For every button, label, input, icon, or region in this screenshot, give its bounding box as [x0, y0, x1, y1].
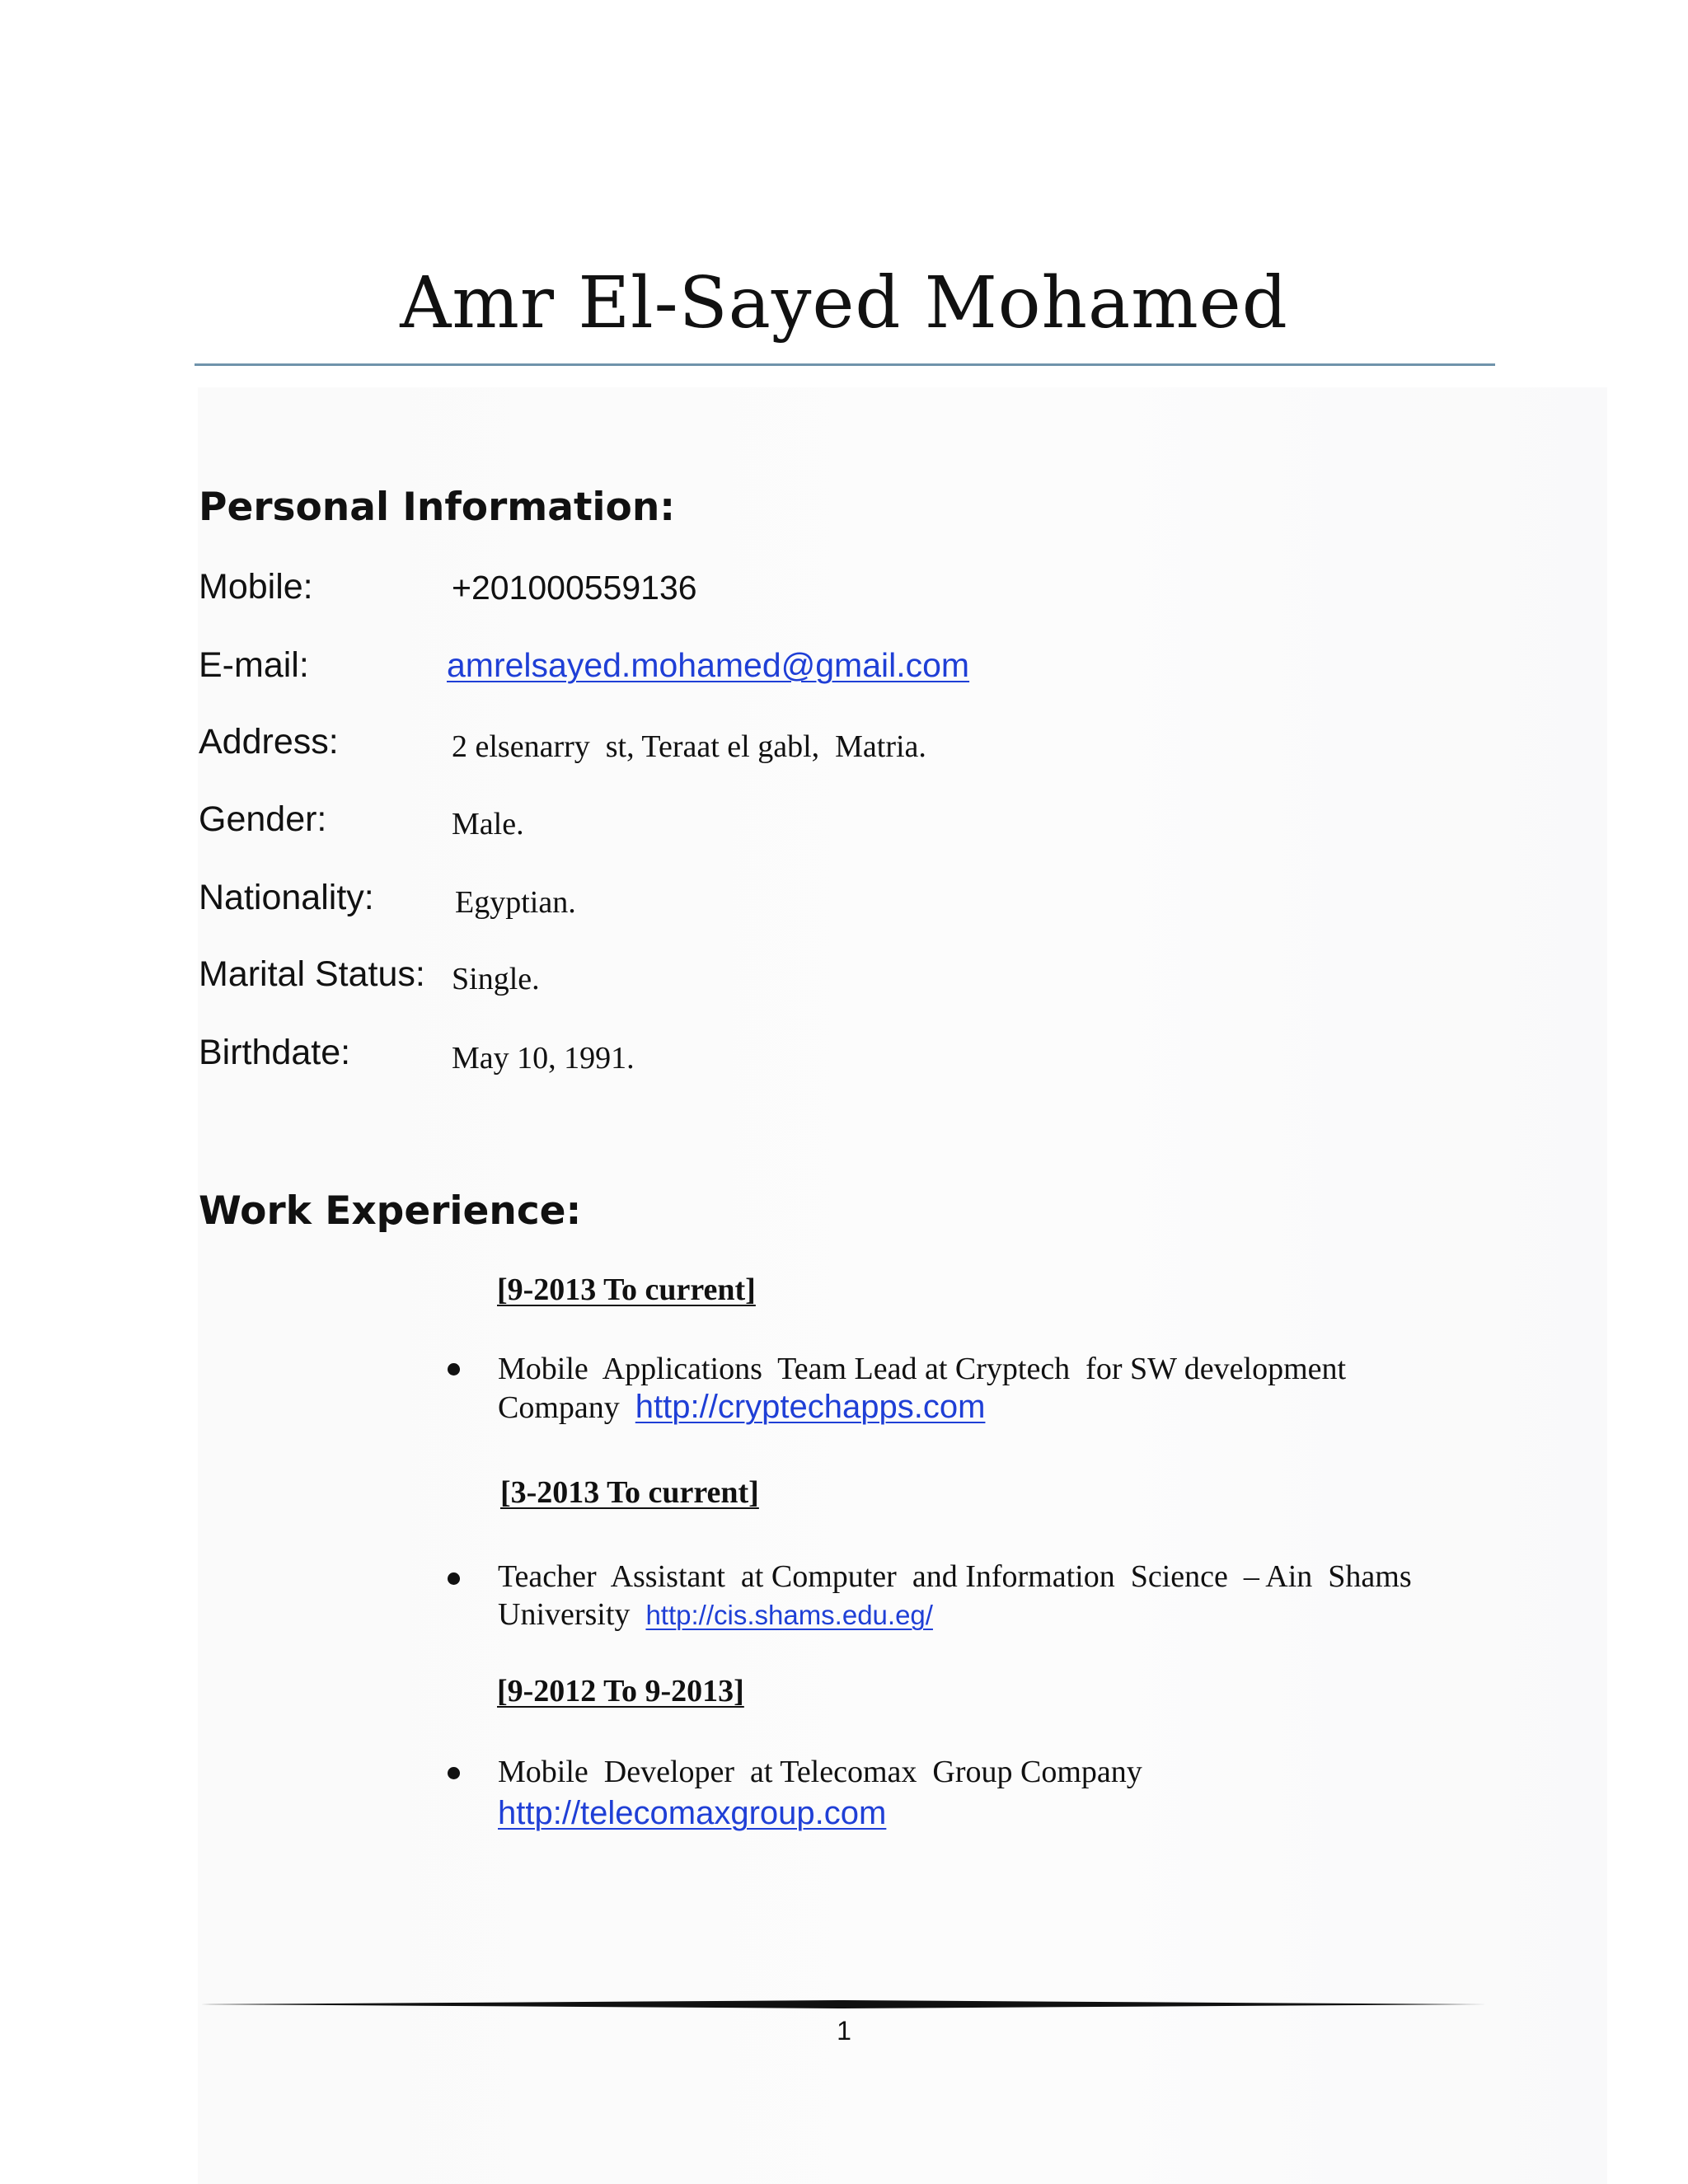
job-title-line: Mobile Applications Team Lead at Cryptech for SW development	[498, 1352, 1347, 1386]
marital-status-label: Marital Status:	[199, 954, 425, 994]
job-period: [9-2013 To current]	[497, 1272, 756, 1307]
mobile-label: Mobile:	[199, 567, 313, 607]
bullet-icon	[448, 1572, 460, 1585]
marital-status-value: Single.	[452, 962, 540, 996]
gender-label: Gender:	[199, 799, 327, 839]
job-description	[498, 1558, 1462, 1634]
work-experience-heading: Work Experience:	[199, 1188, 582, 1234]
title-underline-divider	[195, 363, 1495, 366]
job-title-line: Teacher Assistant at Computer and Information Science – Ain Shams	[498, 1559, 1412, 1594]
nationality-value: Egyptian.	[455, 885, 576, 920]
job-company-link[interactable]: http://cryptechapps.com	[635, 1389, 986, 1425]
job-period: [9-2012 To 9-2013]	[497, 1674, 744, 1708]
bullet-icon	[448, 1363, 460, 1376]
mobile-value: +201000559136	[452, 569, 697, 607]
bullet-icon	[448, 1767, 460, 1779]
page-number: 1	[837, 2016, 851, 2046]
job-description: Mobile Developer at Telecomax Group Company	[498, 1755, 1142, 1789]
address-value: 2 elsenarry st, Teraat el gabl, Matria.	[452, 729, 926, 764]
gender-value: Male.	[452, 807, 524, 841]
email-label: E-mail:	[199, 645, 309, 685]
job-description	[498, 1350, 1462, 1427]
footer-divider	[201, 1999, 1487, 2009]
personal-info-heading: Personal Information:	[199, 485, 676, 530]
resume-name-title: Amr El-Sayed Mohamed	[400, 262, 1288, 344]
job-company-link[interactable]: http://telecomaxgroup.com	[498, 1795, 887, 1831]
job-company-link[interactable]: http://cis.shams.edu.eg/	[645, 1600, 933, 1630]
email-link[interactable]: amrelsayed.mohamed@gmail.com	[447, 646, 970, 684]
birthdate-label: Birthdate:	[199, 1033, 351, 1072]
birthdate-value: May 10, 1991.	[452, 1041, 635, 1076]
job-period: [3-2013 To current]	[500, 1475, 759, 1510]
address-label: Address:	[199, 722, 339, 762]
job-title-line-cont: Company	[498, 1390, 620, 1425]
job-title-line-cont: University	[498, 1597, 631, 1632]
nationality-label: Nationality:	[199, 878, 374, 917]
